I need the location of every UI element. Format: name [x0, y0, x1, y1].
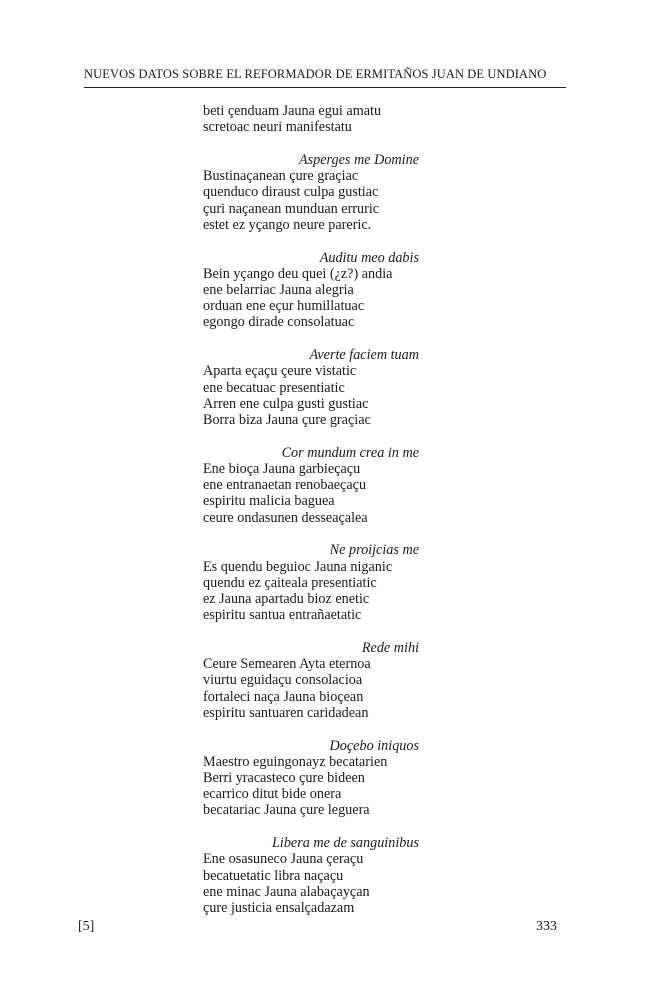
verse-line: çuri naçanean munduan erruric	[203, 200, 380, 217]
stanza-incipit: Auditu meo dabis	[319, 249, 419, 266]
verse-line: ene becatuac presentiatic	[203, 379, 345, 396]
verse-line: ceure ondasunen desseaçalea	[203, 509, 368, 526]
stanza	[203, 152, 435, 233]
stanza-incipit: Ne proijcias me	[329, 542, 419, 559]
verse-line: Es quendu beguioc Jauna niganic	[203, 558, 393, 575]
verse-line: ene belarriac Jauna alegria	[203, 282, 354, 299]
verse-line: orduan ene eçur humillatuac	[203, 298, 365, 315]
verse-line: ecarrico ditut bide onera	[203, 786, 342, 803]
verse-line: egongo dirade consolatuac	[203, 314, 355, 331]
stanza	[203, 835, 435, 916]
stanza	[203, 103, 435, 135]
verse-line: Ceure Semearen Ayta eternoa	[203, 656, 371, 673]
verse-line: ene entranaetan renobaeçaçu	[203, 477, 367, 494]
stanza	[203, 250, 435, 331]
stanza	[203, 542, 435, 623]
verse-line: ez Jauna apartadu bioz enetic	[203, 591, 370, 608]
verse-line: Ene osasuneco Jauna çeraçu	[203, 851, 364, 868]
verse-line: becatariac Jauna çure leguera	[203, 802, 370, 819]
verse-line: quenduco diraust culpa gustiac	[203, 184, 379, 201]
poem-body	[203, 103, 435, 916]
verse-line: espiritu santua entrañaetatic	[203, 607, 362, 624]
verse-line: Ene bioça Jauna garbieçaçu	[203, 461, 361, 478]
stanza-incipit: Averte faciem tuam	[309, 347, 419, 364]
verse-line: estet ez yçango neure pareric.	[203, 216, 372, 233]
verse-line: fortaleci naça Jauna bioçean	[203, 688, 364, 705]
stanza-incipit: Rede mihi	[361, 640, 419, 657]
verse-line: espiritu malicia baguea	[203, 493, 335, 510]
verse-line: beti çenduam Jauna egui amatu	[203, 103, 382, 119]
verse-line: çure justicia ensalçadazam	[203, 900, 355, 917]
stanza-incipit: Libera me de sanguinibus	[272, 835, 419, 852]
verse-line: Aparta eçaçu çeure vistatic	[203, 363, 357, 380]
verse-line: Arren ene culpa gusti gustiac	[203, 395, 369, 412]
verse-line: Berri yracasteco çure bideen	[203, 770, 365, 787]
stanza-incipit: Asperges me Domine	[298, 152, 419, 168]
verse-line: Borra biza Jauna çure graçiac	[203, 412, 371, 429]
verse-line: Maestro eguingonayz becatarien	[203, 753, 388, 770]
verse-line: quendu ez çaiteala presentiatic	[203, 574, 377, 591]
verse-line: becatuetatic libra naçaçu	[203, 867, 344, 884]
stanza	[203, 738, 435, 819]
header-rule	[84, 87, 566, 88]
stanza	[203, 347, 435, 428]
stanza-incipit: Cor mundum crea in me	[281, 444, 419, 461]
verse-line: ene minac Jauna alabaçayçan	[203, 883, 370, 900]
page-number: 333	[536, 919, 557, 934]
verse-line: Bustinaçanean çure graçiac	[203, 168, 359, 185]
verse-line: espiritu santuaren caridadean	[203, 704, 369, 721]
verse-line: scretoac neuri manifestatu	[203, 119, 352, 136]
stanza-incipit: Doçebo iniquos	[329, 737, 419, 754]
stanza	[203, 445, 435, 526]
section-number: [5]	[78, 919, 95, 934]
verse-line: Bein yçango deu quei (¿z?) andia	[203, 265, 393, 282]
verse-line: viurtu eguidaçu consolacioa	[203, 672, 363, 689]
running-head: NUEVOS DATOS SOBRE EL REFORMADOR DE ERMITAÑOS JUAN DE UNDIANO	[84, 67, 547, 81]
stanza	[203, 640, 435, 721]
